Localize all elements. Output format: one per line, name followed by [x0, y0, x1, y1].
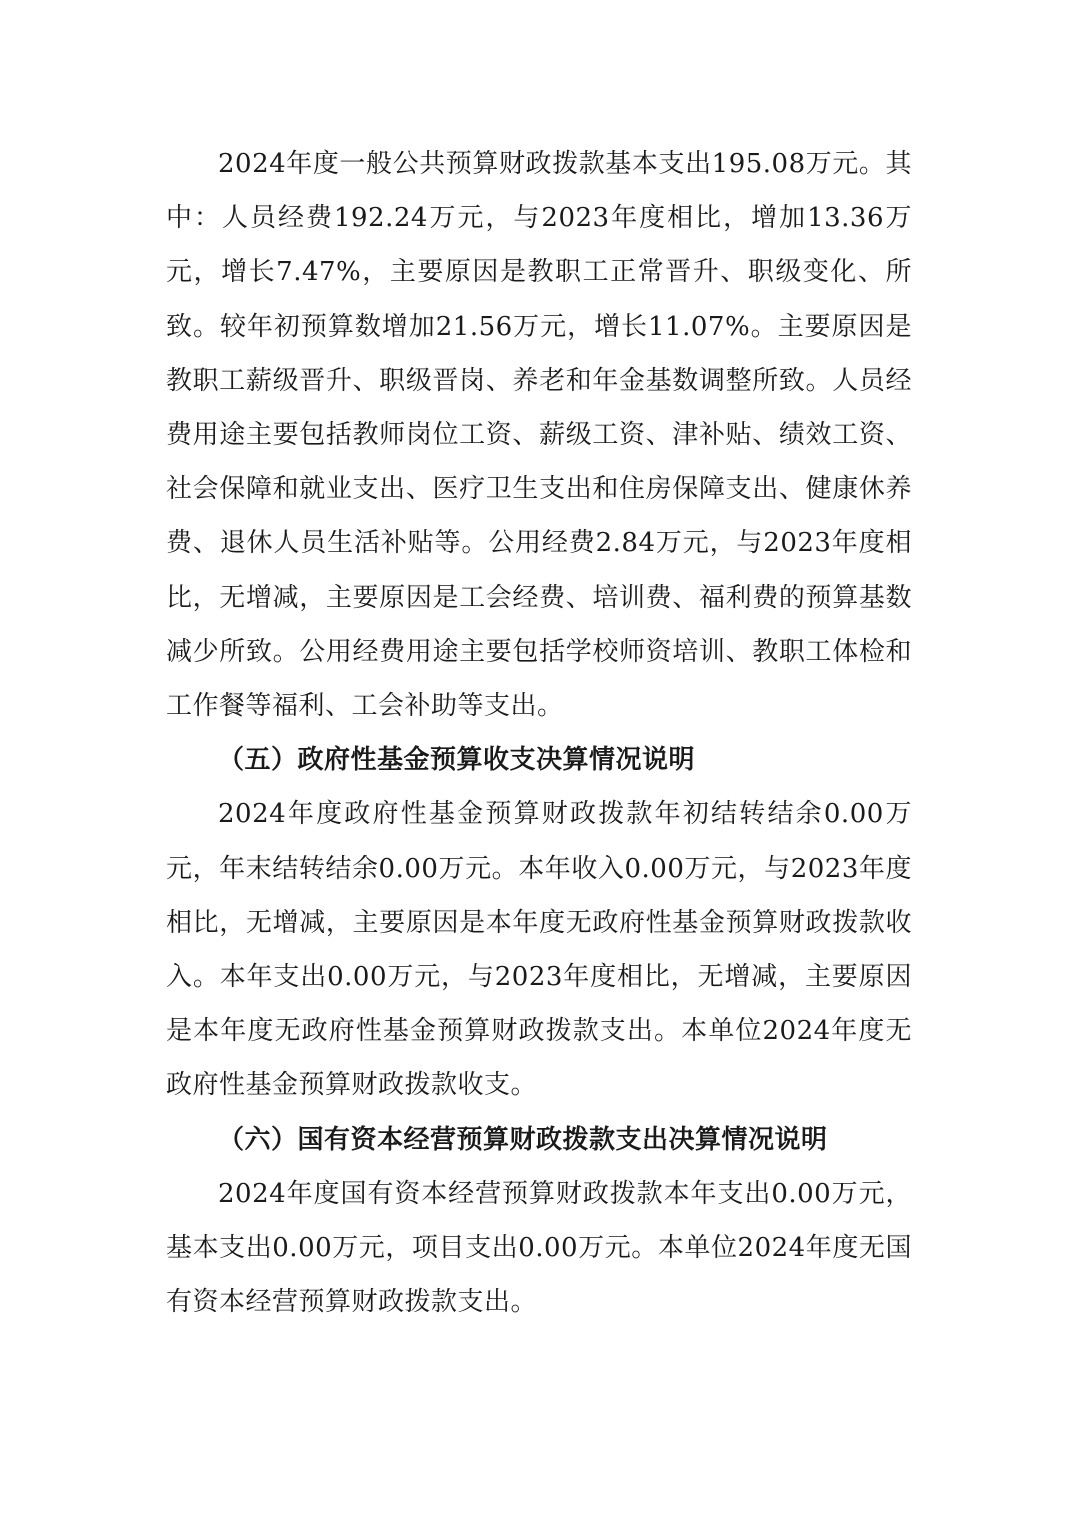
paragraph-general-budget-basic-expenditure: 2024年度一般公共预算财政拨款基本支出195.08万元。其中：人员经费192.24万元，与2023年度相比，增加13.36万元，增长7.47%，主要原因是教职工正常晋升、职级变化、所致。较年初预算数增加21.56万元，增长11.07%。主要原因是教职工薪级晋升、职级晋岗、养老和年金基数调整所致。人员经费用途主要包括教师岗位工资、薪级工资、津补贴、绩效工资、社会保障和就业支出、医疗卫生支出和住房保障支出、健康休养费、退休人员生活补贴等。公用经费2.84万元，与2023年度相比，无增减，主要原因是工会经费、培训费、福利费的预算基数减少所致。公用经费用途主要包括学校师资培训、教职工体检和工作餐等福利、工会补助等支出。	[166, 149, 912, 722]
section-heading-state-capital-budget: （六）国有资本经营预算财政拨款支出决算情况说明	[218, 1124, 828, 1155]
paragraph-government-fund-budget: 2024年度政府性基金预算财政拨款年初结转结余0.00万元，年末结转结余0.00万元。本年收入0.00万元，与2023年度相比，无增减，主要原因是本年度无政府性基金预算财政拨款收入。本年支出0.00万元，与2023年度相比，无增减，主要原因是本年度无政府性基金预算财政拨款支出。本单位2024年度无政府性基金预算财政拨款收支。	[166, 799, 912, 1101]
section-heading-government-fund-budget: （五）政府性基金预算收支决算情况说明	[218, 745, 696, 776]
paragraph-state-capital-budget: 2024年度国有资本经营预算财政拨款本年支出0.00万元，基本支出0.00万元，项目支出0.00万元。本单位2024年度无国有资本经营预算财政拨款支出。	[166, 1178, 912, 1318]
document-page	[166, 137, 912, 1329]
